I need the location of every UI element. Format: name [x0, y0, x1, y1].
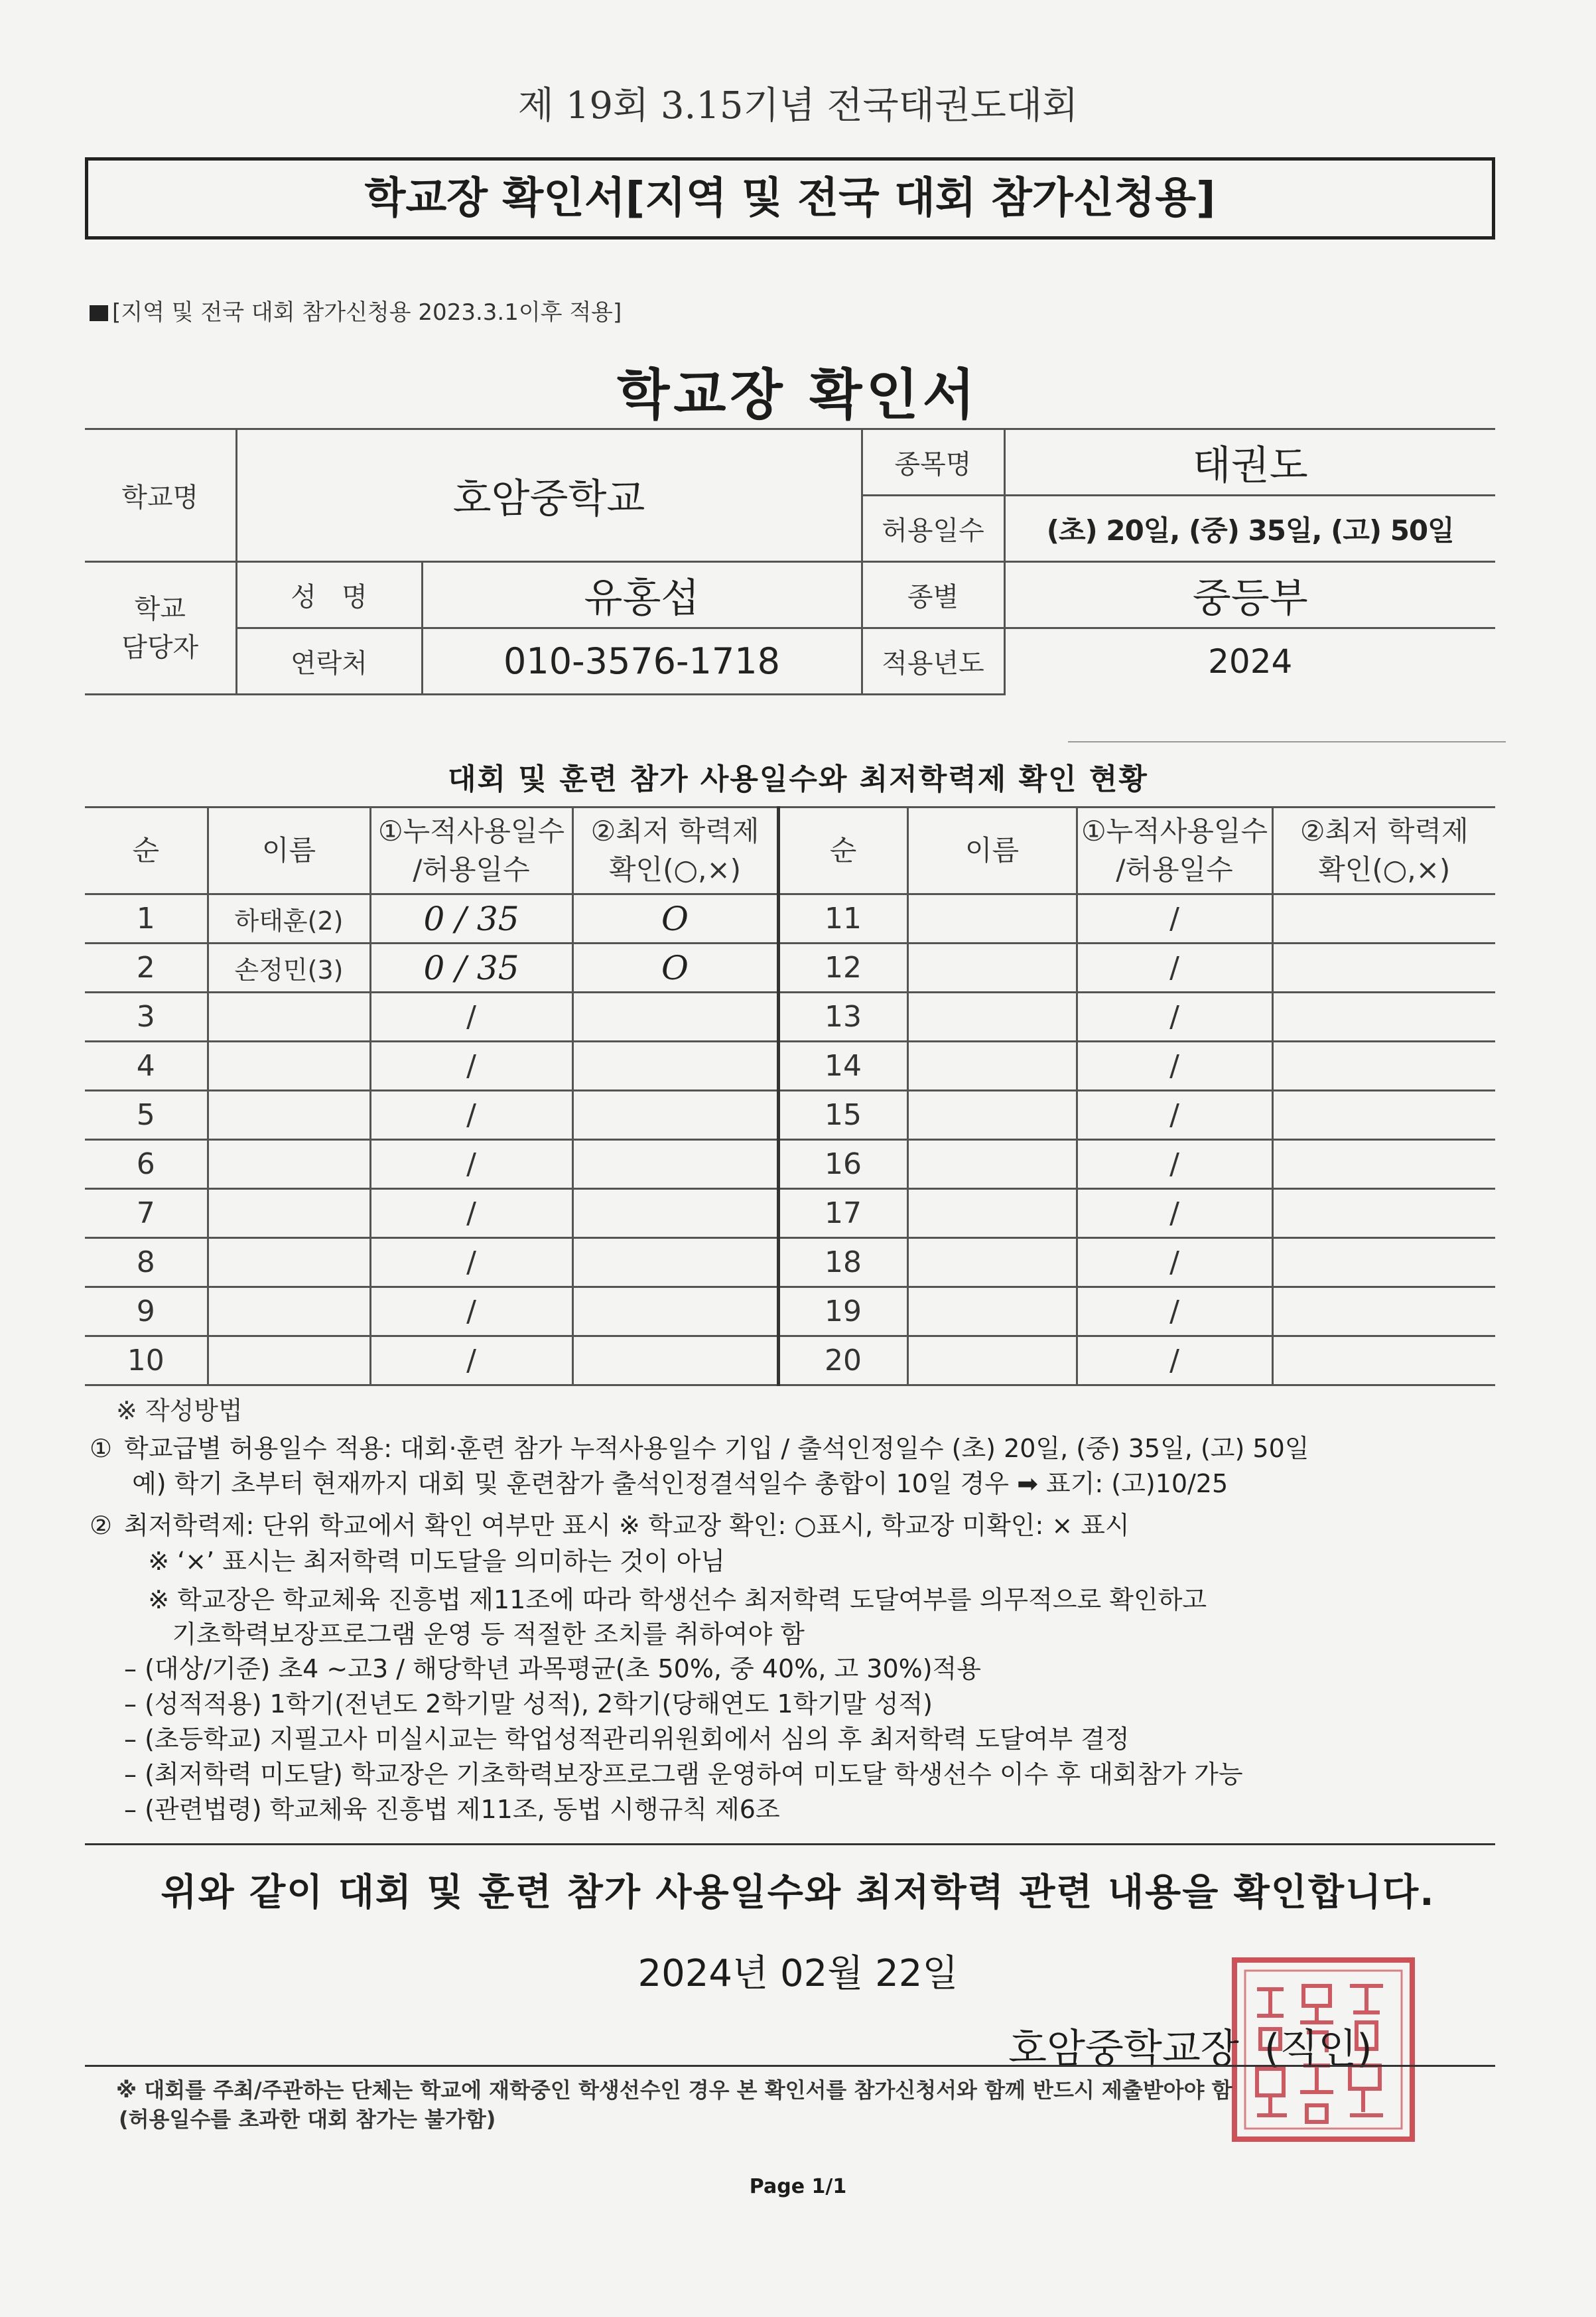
row-check: [1272, 993, 1495, 1042]
row-days: /: [1077, 1238, 1272, 1287]
method-line-text: – (초등학교) 지필고사 미실시교는 학업성적관리위원회에서 심의 후 최저학력 도달여부 결정: [124, 1724, 1130, 1754]
row-days: /: [1077, 1140, 1272, 1189]
method-line: [90, 1579, 1207, 1616]
row-check: [1272, 1140, 1495, 1189]
method-line: [90, 1505, 1130, 1541]
header-name: 이름: [208, 807, 370, 894]
method-line-text: – (대상/기준) 초4 ~고3 / 해당학년 과목평균(초 50%, 중 40%, 고 30%)적용: [124, 1654, 981, 1683]
row-number: 4: [85, 1042, 208, 1091]
row-days: 0 / 35: [370, 944, 572, 993]
method-line: [90, 1428, 1309, 1464]
method-line-text: – (성적적용) 1학기(전년도 2학기말 성적), 2학기(당해연도 1학기말 성적): [124, 1689, 933, 1719]
method-line-text: 학교급별 허용일수 적용: 대회·훈련 참가 누적사용일수 기입 / 출석인정일수 (초) 20일, (중) 35일, (고) 50일: [124, 1434, 1309, 1463]
manager-label-line2: 담당자: [121, 632, 199, 663]
row-name: [208, 1091, 370, 1140]
method-line-text: ※ ‘×’ 표시는 최저학력 미도달을 의미하는 것이 아님: [124, 1547, 726, 1576]
method-line: [90, 1683, 933, 1720]
header-days: [1077, 807, 1272, 894]
row-name: [907, 1336, 1077, 1385]
row-number: 19: [778, 1287, 907, 1336]
row-check: [1272, 1336, 1495, 1385]
school-label: 학교명: [85, 429, 236, 562]
row-name: [208, 1042, 370, 1091]
row-number: 11: [778, 894, 907, 944]
row-days: /: [1077, 1336, 1272, 1385]
row-check: [1272, 1238, 1495, 1287]
square-bullet-icon: [90, 305, 108, 321]
table-row: [85, 1091, 1495, 1140]
row-name: [907, 1140, 1077, 1189]
row-days: /: [1077, 1287, 1272, 1336]
school-value: 호암중학교: [236, 429, 862, 562]
row-name: [208, 1287, 370, 1336]
row-number: 12: [778, 944, 907, 993]
form-note-text: [지역 및 전국 대회 참가신청용 2023.3.1이후 적용]: [112, 299, 622, 326]
bottom-note-line2: (허용일수를 초과한 대회 참가는 불가함): [119, 2107, 496, 2132]
table-row: [85, 894, 1495, 944]
allowed-days-value: (초) 20일, (중) 35일, (고) 50일: [1004, 496, 1495, 562]
page-number: Page 1/1: [749, 2175, 847, 2198]
division-label: 종별: [862, 562, 1004, 628]
year-value: 2024: [1004, 628, 1495, 695]
contact-value: 010-3576-1718: [422, 628, 862, 695]
separator-line: [85, 2065, 1495, 2067]
sport-label: 종목명: [862, 429, 1004, 496]
row-days: /: [1077, 1091, 1272, 1140]
table-row: [85, 1189, 1495, 1238]
row-days: /: [370, 1042, 572, 1091]
row-number: 7: [85, 1189, 208, 1238]
row-number: 9: [85, 1287, 208, 1336]
row-days: /: [370, 1238, 572, 1287]
form-note: [90, 294, 622, 326]
allowed-days-label: 허용일수: [862, 496, 1004, 562]
info-table: [85, 428, 1495, 695]
row-days: /: [1077, 1189, 1272, 1238]
method-line-text: – (최저학력 미도달) 학교장은 기초학력보장프로그램 운영하여 미도달 학생선수 이수 후 대회참가 가능: [124, 1760, 1243, 1789]
method-line-text: ※ 학교장은 학교체육 진흥법 제11조에 따라 학생선수 최저학력 도달여부를 의무적으로 확인하고: [124, 1585, 1207, 1614]
table-row: [85, 1140, 1495, 1189]
method-line-number: ②: [90, 1511, 113, 1540]
row-name: [208, 1140, 370, 1189]
divider: [1068, 741, 1506, 742]
form-title: 학교장 확인서[지역 및 전국 대회 참가신청용]: [85, 157, 1495, 240]
row-check: O: [572, 944, 778, 993]
header-days-line2: /허용일수: [1116, 853, 1233, 886]
method-line: [90, 1648, 981, 1685]
method-line-text: 최저학력제: 단위 학교에서 확인 여부만 표시 ※ 학교장 확인: ○표시, 학교장 미확인: × 표시: [124, 1511, 1130, 1540]
row-check: [572, 1140, 778, 1189]
manager-label: [85, 562, 236, 695]
table-row: [85, 993, 1495, 1042]
method-line: [90, 1789, 780, 1825]
table-row: [85, 1238, 1495, 1287]
row-check: [1272, 1091, 1495, 1140]
name-value: 유홍섭: [422, 562, 862, 628]
table-row: [85, 944, 1495, 993]
year-label: 적용년도: [862, 628, 1004, 695]
records-table: [85, 806, 1495, 1386]
row-check: [1272, 1189, 1495, 1238]
row-number: 15: [778, 1091, 907, 1140]
method-line: [90, 1754, 1243, 1790]
row-check: [1272, 894, 1495, 944]
header-edu-line2: 확인(○,×): [608, 853, 742, 886]
school-signature: 호암중학교장 (직인): [1008, 2026, 1372, 2072]
row-number: 8: [85, 1238, 208, 1287]
method-line: [90, 1463, 1228, 1500]
row-number: 14: [778, 1042, 907, 1091]
document-title: 학교장 확인서: [617, 364, 979, 427]
header-name: 이름: [907, 807, 1077, 894]
manager-label-line1: 학교: [134, 593, 186, 624]
issue-date: 2024년 02월 22일: [637, 1952, 959, 1995]
row-days: /: [1077, 1042, 1272, 1091]
row-days: /: [370, 1091, 572, 1140]
row-name: [208, 1189, 370, 1238]
division-value: 중등부: [1004, 562, 1495, 628]
row-number: 18: [778, 1238, 907, 1287]
method-line-text: 예) 학기 초부터 현재까지 대회 및 훈련참가 출석인정결석일수 총합이 10일 경우 ➡ 표기: (고)10/25: [124, 1469, 1229, 1498]
row-number: 16: [778, 1140, 907, 1189]
row-check: O: [572, 894, 778, 944]
table-row: [85, 1336, 1495, 1385]
row-days: /: [1077, 993, 1272, 1042]
method-line: [90, 1719, 1130, 1755]
row-name: [208, 1238, 370, 1287]
header-no: 순: [778, 807, 907, 894]
row-check: [572, 1042, 778, 1091]
row-name: [907, 1042, 1077, 1091]
row-number: 13: [778, 993, 907, 1042]
header-days-line1: ①누적사용일수: [377, 815, 565, 847]
separator-line: [85, 1843, 1495, 1845]
row-name: 하태훈(2): [208, 894, 370, 944]
row-number: 20: [778, 1336, 907, 1385]
row-days: 0 / 35: [370, 894, 572, 944]
row-check: [1272, 944, 1495, 993]
row-days: /: [370, 1140, 572, 1189]
row-name: [907, 894, 1077, 944]
row-check: [572, 1091, 778, 1140]
header-edu-line2: 확인(○,×): [1318, 853, 1451, 886]
row-check: [572, 1189, 778, 1238]
row-check: [572, 1287, 778, 1336]
row-name: 손정민(3): [208, 944, 370, 993]
row-name: [907, 944, 1077, 993]
row-name: [907, 1091, 1077, 1140]
method-title: ※ 작성방법: [116, 1396, 243, 1425]
contact-label: 연락처: [236, 628, 422, 695]
bottom-note-line1: ※ 대회를 주최/주관하는 단체는 학교에 재학중인 학생선수인 경우 본 확인서를 참가신청서와 함께 반드시 제출받아야 함: [116, 2077, 1232, 2103]
header-edu: [572, 807, 778, 894]
bottom-note: [116, 2075, 1232, 2134]
confirm-statement: 위와 같이 대회 및 훈련 참가 사용일수와 최저학력 관련 내용을 확인합니다.: [161, 1871, 1435, 1914]
row-days: /: [370, 1287, 572, 1336]
row-number: 5: [85, 1091, 208, 1140]
row-days: /: [370, 993, 572, 1042]
records-title: 대회 및 훈련 참가 사용일수와 최저학력제 확인 현황: [448, 762, 1148, 796]
header-edu-line1: ②최저 학력제: [590, 815, 760, 847]
method-line-text: 기초학력보장프로그램 운영 등 적절한 조치를 취하여야 함: [124, 1620, 805, 1649]
method-line: [90, 1614, 805, 1650]
row-name: [208, 993, 370, 1042]
sport-value: 태권도: [1004, 429, 1495, 496]
row-days: /: [1077, 894, 1272, 944]
row-check: [572, 993, 778, 1042]
row-name: [907, 1287, 1077, 1336]
table-row: [85, 1042, 1495, 1091]
row-days: /: [1077, 944, 1272, 993]
method-line: [90, 1541, 725, 1577]
row-number: 10: [85, 1336, 208, 1385]
row-name: [907, 1238, 1077, 1287]
row-check: [572, 1336, 778, 1385]
name-label: 성 명: [236, 562, 422, 628]
row-days: /: [370, 1189, 572, 1238]
row-number: 6: [85, 1140, 208, 1189]
row-check: [1272, 1287, 1495, 1336]
row-number: 17: [778, 1189, 907, 1238]
table-row: [85, 1287, 1495, 1336]
row-name: [907, 1189, 1077, 1238]
event-title: 제 19회 3.15기념 전국태권도대회: [517, 84, 1079, 127]
row-number: 3: [85, 993, 208, 1042]
row-number: 1: [85, 894, 208, 944]
row-number: 2: [85, 944, 208, 993]
row-name: [208, 1336, 370, 1385]
method-line-text: – (관련법령) 학교체육 진흥법 제11조, 동법 시행규칙 제6조: [124, 1795, 780, 1824]
row-days: /: [370, 1336, 572, 1385]
header-days: [370, 807, 572, 894]
method-line-number: ①: [90, 1434, 113, 1463]
header-no: 순: [85, 807, 208, 894]
records-body: [85, 894, 1495, 1385]
row-check: [1272, 1042, 1495, 1091]
header-days-line1: ①누적사용일수: [1081, 815, 1268, 847]
header-edu-line1: ②최저 학력제: [1299, 815, 1469, 847]
header-days-line2: /허용일수: [413, 853, 530, 886]
row-check: [572, 1238, 778, 1287]
header-edu: [1272, 807, 1495, 894]
row-name: [907, 993, 1077, 1042]
